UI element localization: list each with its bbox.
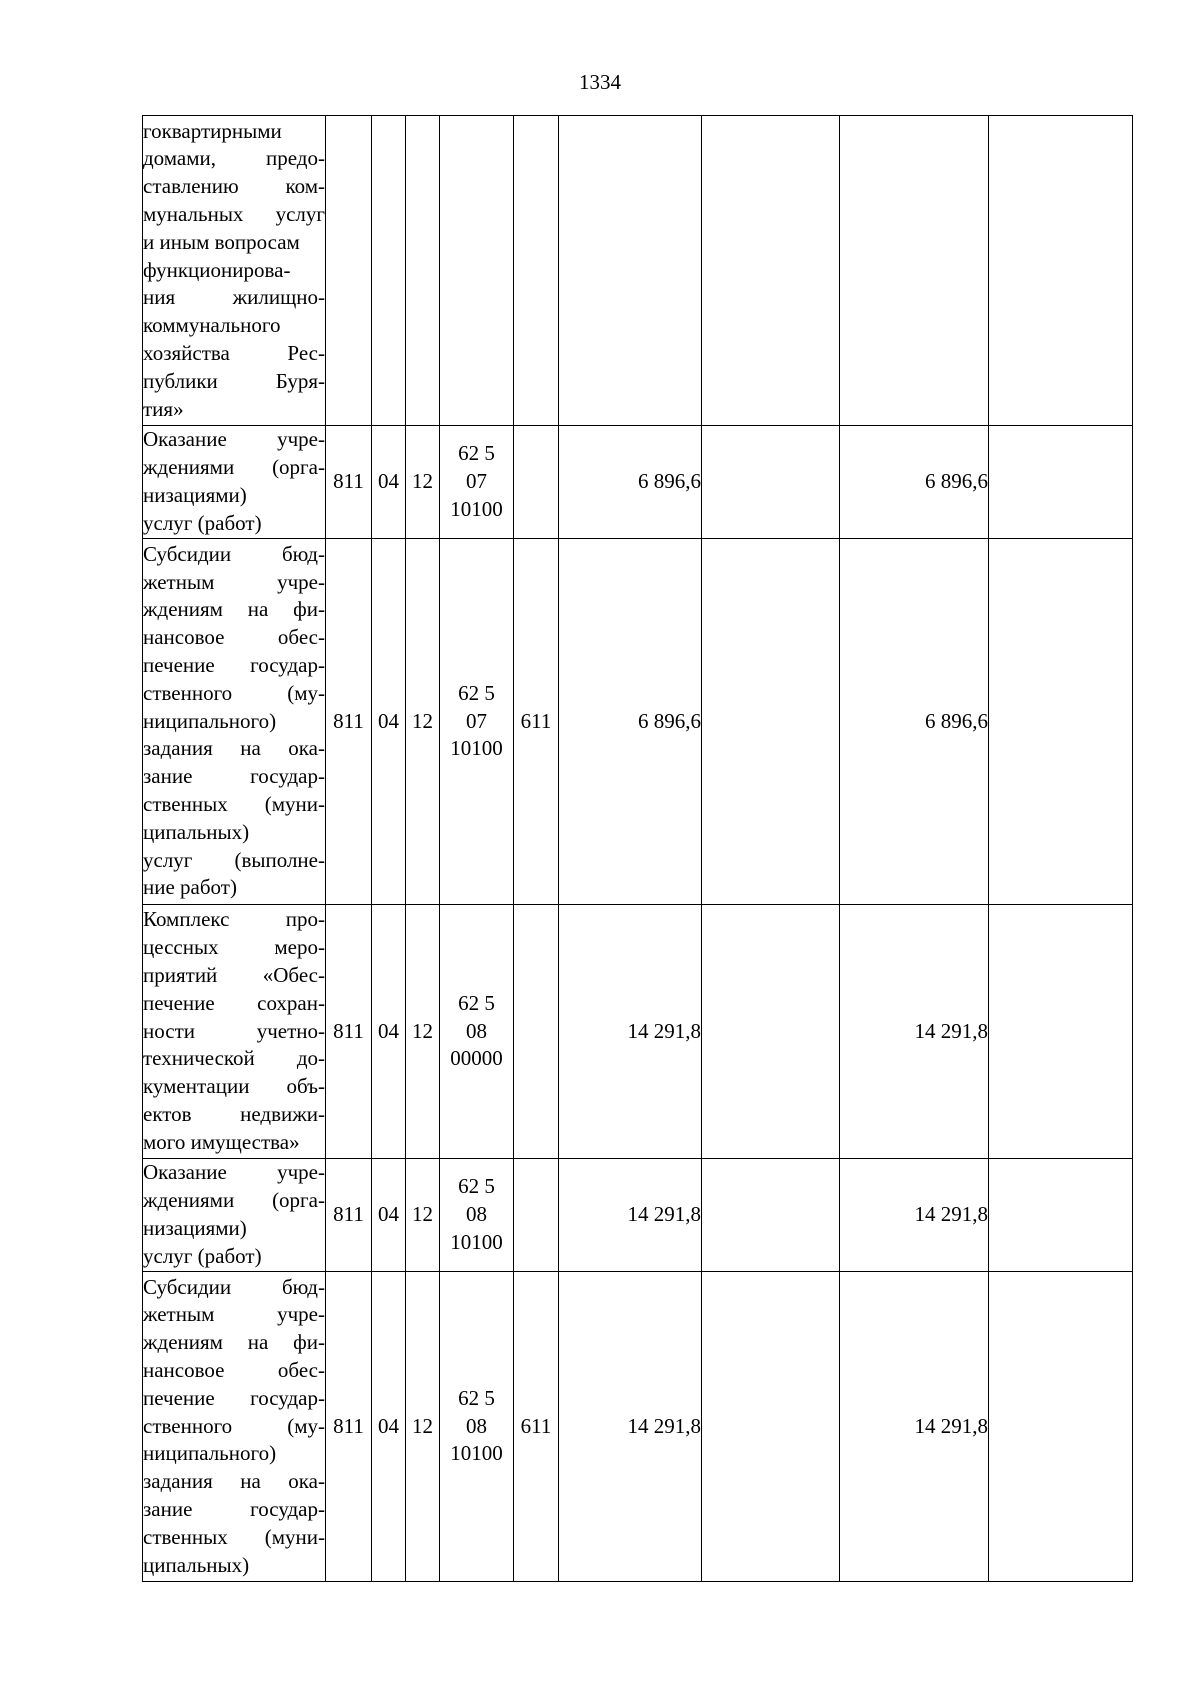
vr-cell	[514, 116, 559, 426]
table-row	[143, 539, 1133, 905]
row-name-cell: Комплекс про- цессных меро- приятий «Обес- печение сохран- ности учетно- технической до- кументации объ- ектов недвижи- мого имущества»	[143, 905, 326, 1159]
table-row	[143, 1159, 1133, 1272]
col7-cell	[702, 1159, 840, 1272]
gr-cell: 811	[326, 426, 372, 539]
col8-cell: 14 291,8	[840, 1159, 989, 1272]
pr-cell: 12	[406, 905, 440, 1159]
sum-cell: 14 291,8	[559, 905, 702, 1159]
col8-cell	[840, 116, 989, 426]
col9-cell	[989, 426, 1133, 539]
sum-cell: 14 291,8	[559, 1159, 702, 1272]
col9-cell	[989, 905, 1133, 1159]
vr-cell: 611	[514, 1272, 559, 1582]
pr-cell: 12	[406, 539, 440, 905]
rz-cell: 04	[372, 426, 406, 539]
rz-cell: 04	[372, 1272, 406, 1582]
csr-cell: 62 5 08 10100	[440, 1272, 514, 1582]
csr-cell: 62 5 08 10100	[440, 1159, 514, 1272]
rz-cell: 04	[372, 1159, 406, 1272]
gr-cell: 811	[326, 1272, 372, 1582]
col8-cell: 6 896,6	[840, 426, 989, 539]
pr-cell: 12	[406, 1159, 440, 1272]
pr-cell: 12	[406, 426, 440, 539]
col7-cell	[702, 426, 840, 539]
col7-cell	[702, 539, 840, 905]
col9-cell	[989, 116, 1133, 426]
table-row	[143, 116, 1133, 426]
sum-cell: 6 896,6	[559, 539, 702, 905]
csr-cell: 62 5 08 00000	[440, 905, 514, 1159]
pr-cell	[406, 116, 440, 426]
gr-cell: 811	[326, 1159, 372, 1272]
vr-cell	[514, 905, 559, 1159]
col7-cell	[702, 116, 840, 426]
row-name-cell: гоквартирными домами, предо- ставлению ком- мунальных услуг и иным вопросам функционирова- ния жилищно- коммунального хозяйства Рес- публики Буря- тия»	[143, 116, 326, 426]
row-name-cell: Оказание учре- ждениями (орга- низациями) услуг (работ)	[143, 1159, 326, 1272]
row-name-cell: Субсидии бюд- жетным учре- ждениям на фи- нансовое обес- печение государ- ственного (му- ниципального) задания на ока- зание государ- ственных (муни- ципальных)	[143, 1272, 326, 1582]
rz-cell: 04	[372, 905, 406, 1159]
rz-cell: 04	[372, 539, 406, 905]
csr-cell: 62 5 07 10100	[440, 539, 514, 905]
col7-cell	[702, 905, 840, 1159]
col7-cell	[702, 1272, 840, 1582]
vr-cell	[514, 426, 559, 539]
rz-cell	[372, 116, 406, 426]
col9-cell	[989, 539, 1133, 905]
gr-cell: 811	[326, 539, 372, 905]
col9-cell	[989, 1272, 1133, 1582]
sum-cell: 14 291,8	[559, 1272, 702, 1582]
table-row	[143, 905, 1133, 1159]
csr-cell	[440, 116, 514, 426]
page-number: 1334	[579, 70, 621, 94]
row-name-cell: Субсидии бюд- жетным учре- ждениям на фи- нансовое обес- печение государ- ственного (му- ниципального) задания на ока- зание государ- ственных (муни- ципальных) услуг (выполне- ние работ)	[143, 539, 326, 905]
col8-cell: 14 291,8	[840, 905, 989, 1159]
sum-cell: 6 896,6	[559, 426, 702, 539]
csr-cell: 62 5 07 10100	[440, 426, 514, 539]
vr-cell	[514, 1159, 559, 1272]
col8-cell: 14 291,8	[840, 1272, 989, 1582]
budget-table	[142, 115, 1133, 1582]
gr-cell	[326, 116, 372, 426]
col9-cell	[989, 1159, 1133, 1272]
vr-cell: 611	[514, 539, 559, 905]
table-row	[143, 1272, 1133, 1582]
col8-cell: 6 896,6	[840, 539, 989, 905]
table-row	[143, 426, 1133, 539]
sum-cell	[559, 116, 702, 426]
row-name-cell: Оказание учре- ждениями (орга- низациями) услуг (работ)	[143, 426, 326, 539]
pr-cell: 12	[406, 1272, 440, 1582]
gr-cell: 811	[326, 905, 372, 1159]
